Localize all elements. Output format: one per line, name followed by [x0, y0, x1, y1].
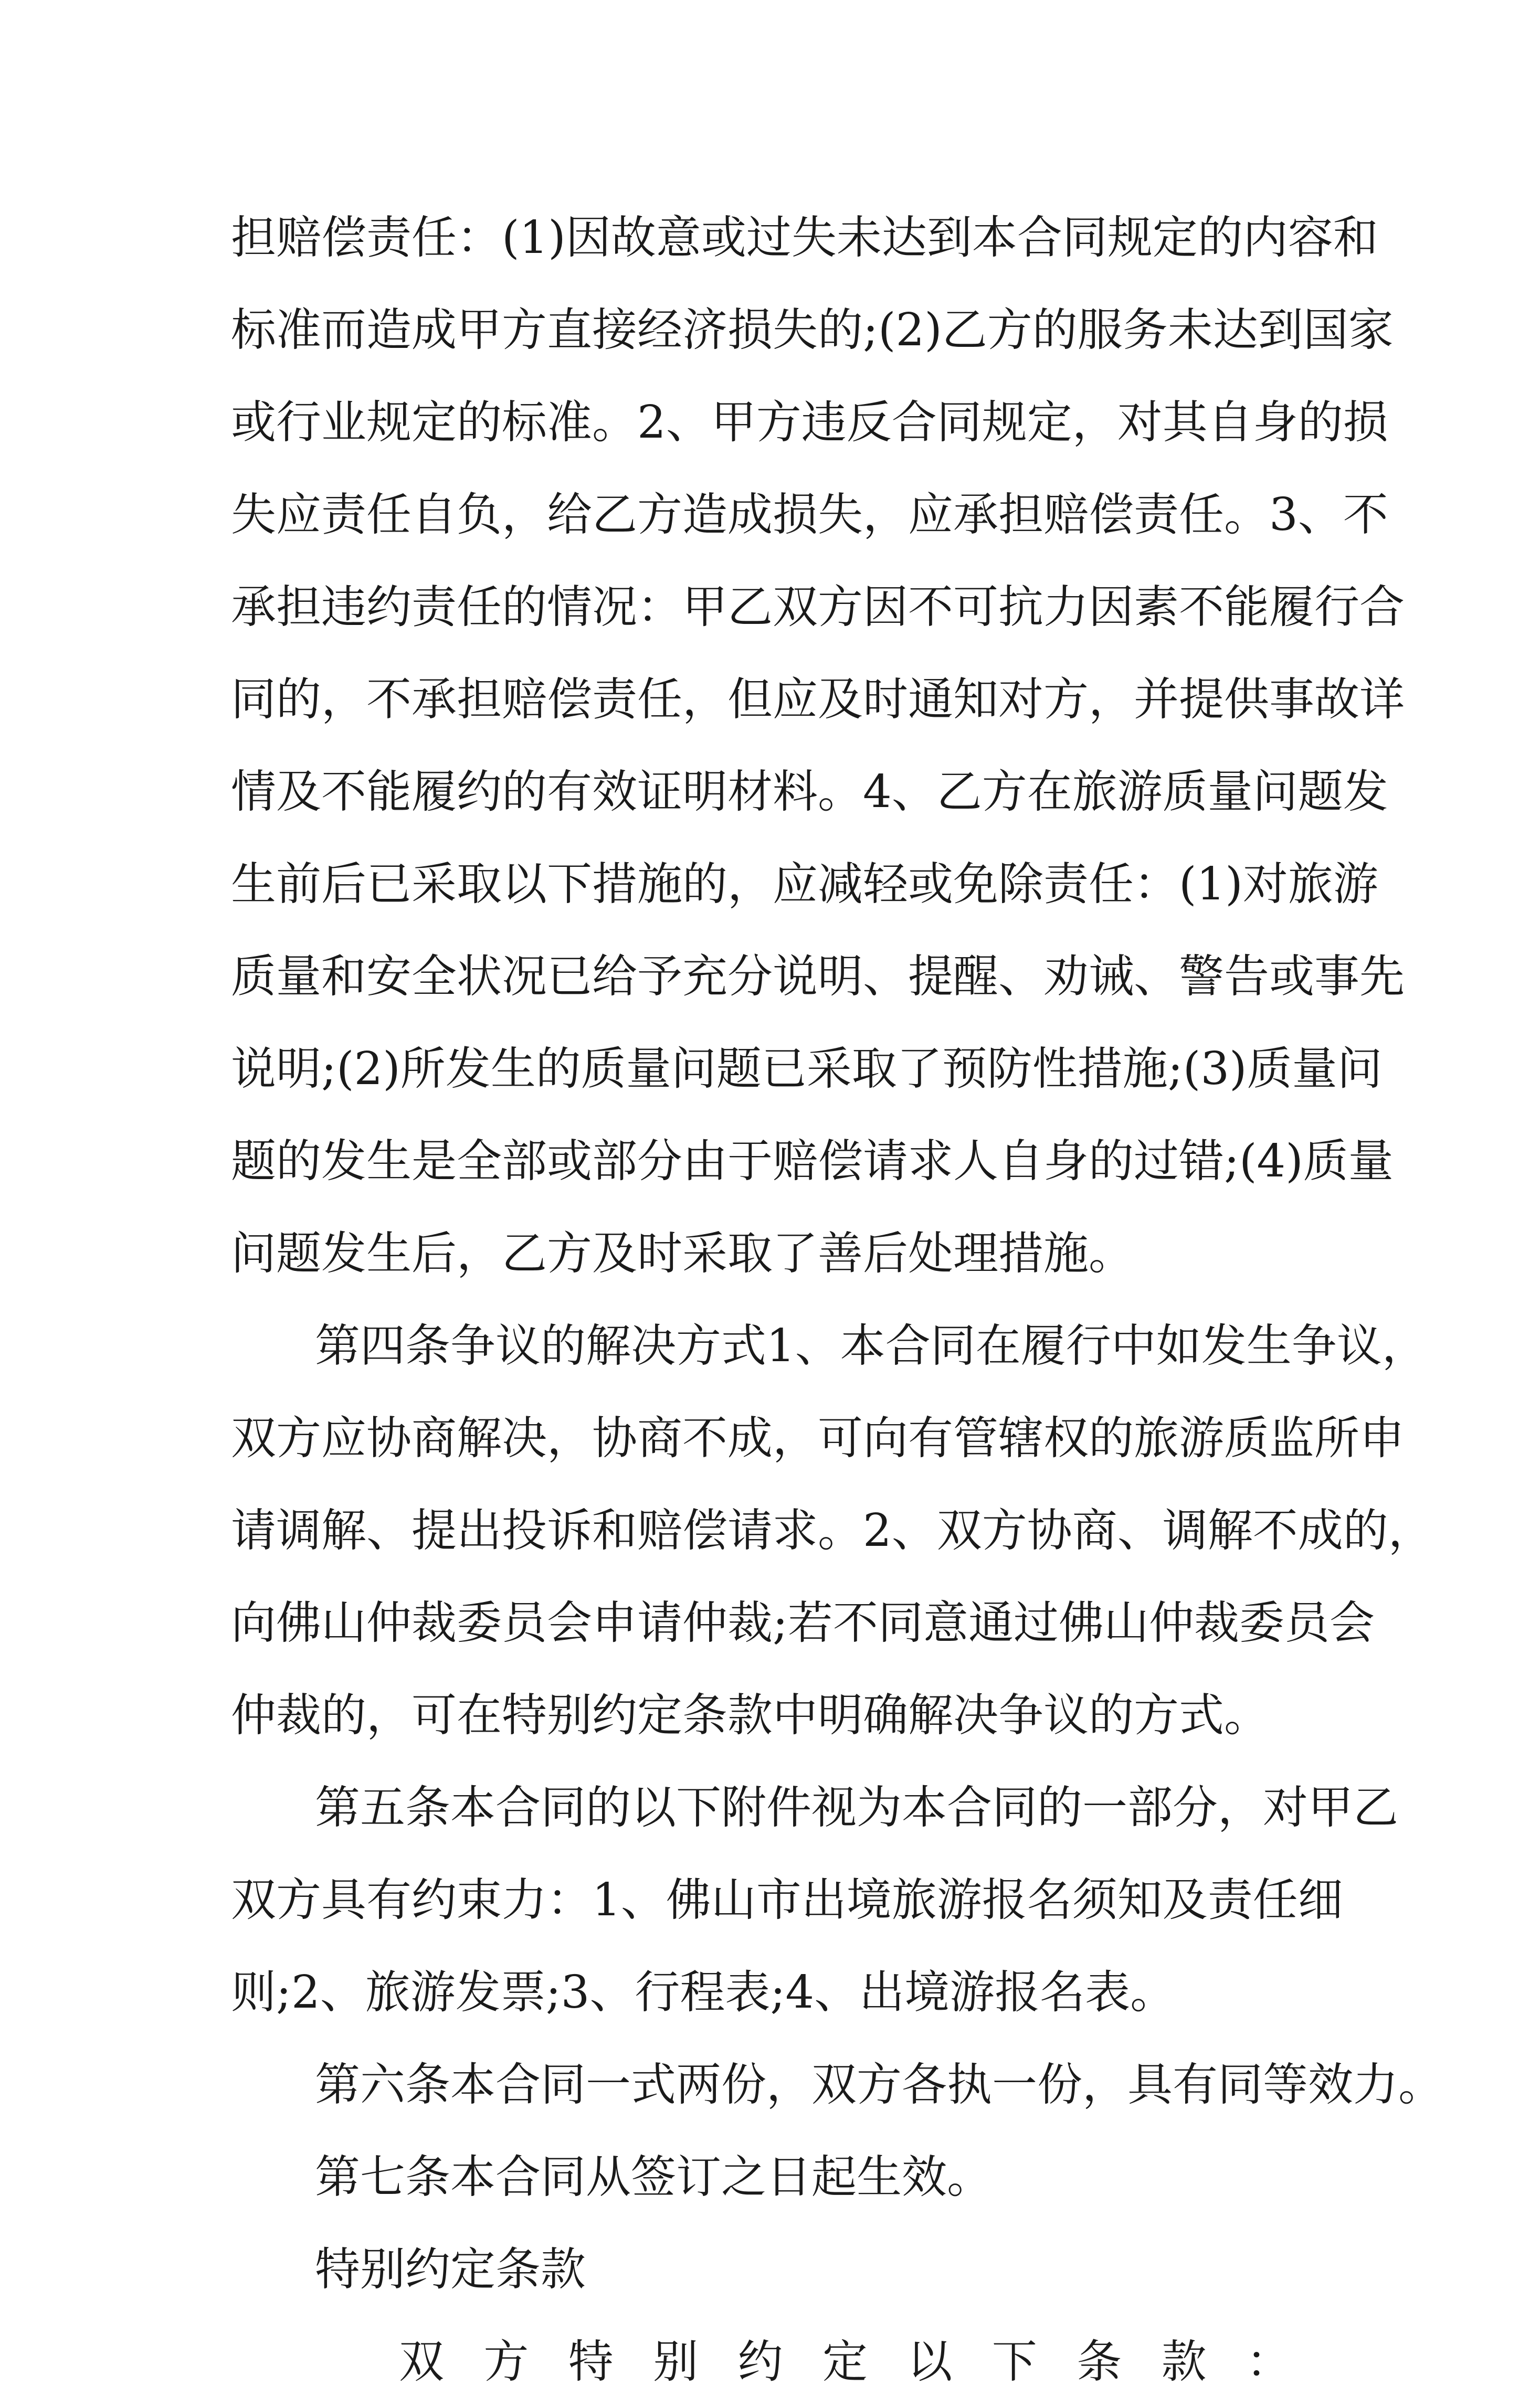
- text-line: 第六条本合同一式两份，双方各执一份，具有同等效力。: [315, 2059, 1443, 2111]
- text-line: 说明;(2)所发生的质量问题已采取了预防性措施;(3)质量问: [231, 1043, 1383, 1095]
- text-line: 生前后已采取以下措施的，应减轻或免除责任：(1)对旅游: [231, 858, 1378, 910]
- text-line: 第五条本合同的以下附件视为本合同的一部分，对甲乙: [315, 1781, 1398, 1834]
- text-line: 则;2、旅游发票;3、行程表;4、出境游报名表。: [231, 1966, 1176, 2019]
- contract-body-text: [231, 192, 1443, 2408]
- text-line: 质量和安全状况已给予充分说明、提醒、劝诫、警告或事先: [231, 950, 1405, 1003]
- text-line: 双方特别约定以下条款：: [399, 2336, 1291, 2388]
- text-line: 或行业规定的标准。2、甲方违反合同规定，对其自身的损: [231, 396, 1388, 449]
- text-line: 双方具有约束力：1、佛山市出境旅游报名须知及责任细: [231, 1874, 1343, 1926]
- text-line: 失应责任自负，给乙方造成损失，应承担赔偿责任。3、不: [231, 489, 1388, 541]
- text-line: 担赔偿责任：(1)因故意或过失未达到本合同规定的内容和: [231, 211, 1378, 264]
- text-line: 问题发生后，乙方及时采取了善后处理措施。: [231, 1227, 1134, 1280]
- text-line: 请调解、提出投诉和赔偿请求。2、双方协商、调解不成的，: [231, 1504, 1433, 1557]
- text-line: 第四条争议的解决方式1、本合同在履行中如发生争议，: [315, 1320, 1427, 1372]
- text-line: 双方应协商解决，协商不成，可向有管辖权的旅游质监所申: [231, 1412, 1405, 1465]
- text-line: 情及不能履约的有效证明材料。4、乙方在旅游质量问题发: [231, 766, 1388, 818]
- text-line: 题的发生是全部或部分由于赔偿请求人自身的过错;(4)质量: [231, 1135, 1394, 1187]
- text-line: 仲裁的，可在特别约定条款中明确解决争议的方式。: [231, 1689, 1269, 1742]
- section-heading: 特别约定条款: [315, 2243, 586, 2296]
- text-line: 同的，不承担赔偿责任，但应及时通知对方，并提供事故详: [231, 673, 1405, 726]
- text-line: 第七条本合同从签订之日起生效。: [315, 2151, 992, 2203]
- text-line: 承担违约责任的情况：甲乙双方因不可抗力因素不能履行合: [231, 581, 1405, 633]
- text-line: 向佛山仲裁委员会申请仲裁;若不同意通过佛山仲裁委员会: [231, 1597, 1375, 1649]
- text-line: 标准而造成甲方直接经济损失的;(2)乙方的服务未达到国家: [231, 304, 1394, 356]
